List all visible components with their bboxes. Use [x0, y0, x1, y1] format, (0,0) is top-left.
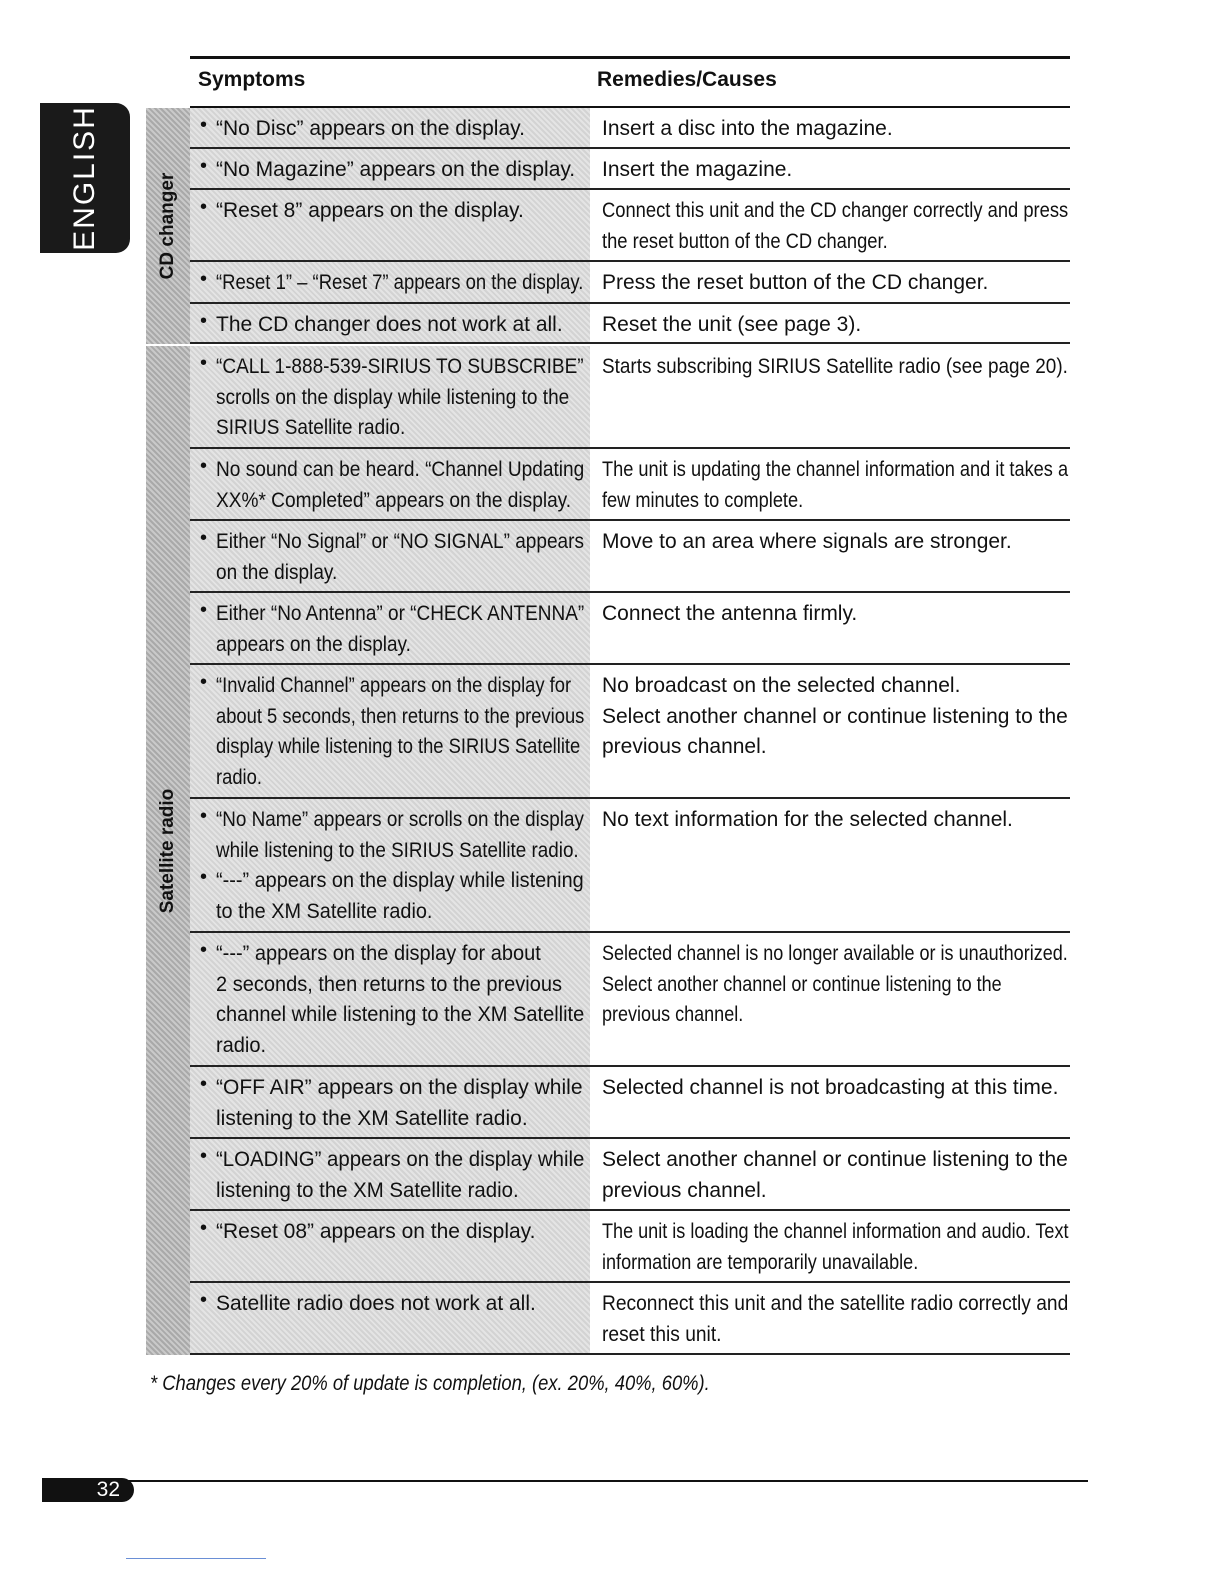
remedy-line: The unit is updating the channel information and it takes a	[602, 458, 1069, 481]
symptom-line: radio.	[216, 1033, 267, 1057]
table-row	[190, 346, 1070, 449]
section-label-text: Satellite radio	[157, 788, 178, 913]
remedy-line: No broadcast on the selected channel.	[602, 674, 961, 697]
symptom-cell	[190, 933, 590, 1065]
remedy-line: Insert the magazine.	[602, 158, 793, 181]
bullet-icon: •	[200, 805, 208, 827]
symptom-line: on the display.	[216, 560, 338, 584]
remedies-header: Remedies/Causes	[597, 68, 777, 91]
remedy-cell	[598, 149, 1070, 188]
remedy-cell	[598, 665, 1070, 797]
bullet-icon: •	[200, 155, 208, 177]
bullet-icon: •	[200, 1073, 208, 1095]
symptom-cell	[190, 1139, 590, 1209]
bullet-icon: •	[200, 196, 208, 218]
table-row	[190, 108, 1070, 149]
table-row	[190, 449, 1070, 521]
symptom-line: Satellite radio does not work at all.	[216, 1292, 536, 1315]
remedy-line: Press the reset button of the CD changer.	[602, 271, 989, 294]
remedy-cell	[598, 521, 1070, 591]
bullet-icon: •	[200, 671, 208, 693]
bullet-icon: •	[200, 268, 208, 290]
table-row	[190, 799, 1070, 933]
table-row	[190, 149, 1070, 190]
symptom-line: listening to the XM Satellite radio.	[216, 1178, 519, 1202]
bullet-icon: •	[200, 1217, 208, 1239]
section-cd-changer	[146, 108, 1070, 344]
remedy-cell	[598, 933, 1070, 1065]
symptom-cell	[190, 304, 590, 342]
symptom-line: display while listening to the SIRIUS Satellite	[216, 735, 581, 758]
footnote: * Changes every 20% of update is completion, (ex. 20%, 40%, 60%).	[150, 1372, 710, 1395]
symptom-line: “No Disc” appears on the display.	[216, 117, 525, 140]
symptom-line: appears on the display.	[216, 632, 411, 656]
table-row	[190, 304, 1070, 344]
symptom-line: Either “No Signal” or “NO SIGNAL” appears	[216, 530, 584, 553]
remedy-line: Selected channel is no longer available or is unauthorized.	[602, 942, 1068, 965]
remedy-line: Select another channel or continue listening to the	[602, 1148, 1068, 1171]
symptom-line: Either “No Antenna” or “CHECK ANTENNA”	[216, 602, 585, 625]
symptom-line: “OFF AIR” appears on the display while	[216, 1076, 583, 1099]
symptom-line: “No Name” appears or scrolls on the display	[216, 808, 584, 831]
remedy-line: previous channel.	[602, 735, 767, 758]
symptom-line: “---” appears on the display while listening	[216, 869, 584, 892]
bullet-icon: •	[200, 599, 208, 621]
bullet-icon: •	[200, 352, 208, 374]
remedy-line: information are temporarily unavailable.	[602, 1250, 919, 1274]
symptom-cell	[190, 1283, 590, 1353]
remedy-cell	[598, 346, 1070, 447]
remedy-line: No text information for the selected channel.	[602, 808, 1013, 831]
remedy-cell	[598, 304, 1070, 342]
bullet-icon: •	[200, 1145, 208, 1167]
symptom-cell	[190, 1211, 590, 1281]
bullet-icon: •	[200, 939, 208, 961]
symptom-cell	[190, 262, 590, 302]
symptom-line: “Invalid Channel” appears on the display for	[216, 674, 572, 697]
symptom-cell	[190, 190, 590, 260]
symptom-line: listening to the XM Satellite radio.	[216, 1106, 528, 1130]
table-row	[190, 1139, 1070, 1211]
symptom-line: “Reset 08” appears on the display.	[216, 1220, 536, 1243]
remedy-cell	[598, 1211, 1070, 1281]
bullet-icon: •	[200, 527, 208, 549]
table-row	[190, 1067, 1070, 1139]
symptom-line: The CD changer does not work at all.	[216, 313, 563, 336]
symptom-line: about 5 seconds, then returns to the previous	[216, 704, 585, 728]
remedy-cell	[598, 1283, 1070, 1353]
symptom-line: SIRIUS Satellite radio.	[216, 416, 406, 439]
remedy-cell	[598, 449, 1070, 519]
bullet-icon: •	[200, 866, 208, 888]
symptom-line: to the XM Satellite radio.	[216, 899, 433, 923]
symptom-cell	[190, 1067, 590, 1137]
table-row	[190, 593, 1070, 665]
remedy-line: Select another channel or continue listening to the	[602, 972, 1002, 996]
symptom-cell	[190, 799, 590, 931]
symptom-cell	[190, 521, 590, 591]
symptom-line: “Reset 8” appears on the display.	[216, 199, 524, 222]
bullet-icon: •	[200, 310, 208, 332]
remedy-line: Reconnect this unit and the satellite radio correctly and	[602, 1292, 1069, 1315]
remedy-line: Selected channel is not broadcasting at this time.	[602, 1076, 1059, 1099]
table-row	[190, 1211, 1070, 1283]
symptom-cell	[190, 108, 590, 147]
remedy-line: Starts subscribing SIRIUS Satellite radio (see page 20).	[602, 355, 1068, 378]
table-row	[190, 665, 1070, 799]
remedy-cell	[598, 108, 1070, 147]
section-label-text: CD changer	[157, 172, 178, 280]
table-row	[190, 1283, 1070, 1355]
symptom-line: 2 seconds, then returns to the previous	[216, 972, 562, 996]
remedy-line: The unit is loading the channel information and audio. Text	[602, 1220, 1069, 1243]
section-label	[146, 346, 190, 1355]
top-rule	[190, 56, 1070, 59]
bullet-icon: •	[200, 1289, 208, 1311]
symptom-cell	[190, 449, 590, 519]
remedy-line: Connect this unit and the CD changer correctly and press	[602, 199, 1069, 222]
language-tab-label: ENGLISH	[68, 105, 101, 251]
remedy-line: Insert a disc into the magazine.	[602, 117, 893, 140]
symptom-line: “No Magazine” appears on the display.	[216, 158, 576, 181]
remedy-line: previous channel.	[602, 1178, 767, 1202]
table-row	[190, 262, 1070, 304]
table-row	[190, 521, 1070, 593]
language-tab	[40, 103, 130, 253]
remedy-line: previous channel.	[602, 1003, 744, 1026]
symptom-cell	[190, 593, 590, 663]
remedy-line: Select another channel or continue listening to the	[602, 704, 1068, 728]
section-label	[146, 108, 190, 344]
remedy-line: the reset button of the CD changer.	[602, 229, 888, 253]
remedy-line: Connect the antenna firmly.	[602, 602, 858, 625]
remedy-cell	[598, 593, 1070, 663]
decorative-line	[126, 1558, 266, 1559]
symptom-cell	[190, 665, 590, 797]
symptom-line: while listening to the SIRIUS Satellite radio.	[216, 838, 579, 862]
symptom-cell	[190, 149, 590, 188]
bullet-icon: •	[200, 455, 208, 477]
remedy-line: reset this unit.	[602, 1322, 722, 1346]
symptom-cell	[190, 346, 590, 447]
table-row	[190, 933, 1070, 1067]
remedy-line: Move to an area where signals are stronger.	[602, 530, 1012, 553]
symptom-line: “CALL 1-888-539-SIRIUS TO SUBSCRIBE”	[216, 355, 584, 378]
remedy-cell	[598, 1067, 1070, 1137]
symptoms-header: Symptoms	[198, 68, 306, 91]
symptom-line: “---” appears on the display for about	[216, 942, 541, 965]
symptom-line: “Reset 1” – “Reset 7” appears on the display.	[216, 271, 584, 294]
symptom-line: scrolls on the display while listening to the	[216, 385, 570, 409]
bottom-rule	[120, 1480, 1088, 1482]
remedy-cell	[598, 799, 1070, 931]
table-row	[190, 190, 1070, 262]
symptom-line: channel while listening to the XM Satellite	[216, 1003, 585, 1026]
section-satellite-radio	[146, 346, 1070, 1355]
bullet-icon: •	[200, 114, 208, 136]
symptom-line: radio.	[216, 765, 262, 789]
remedy-cell	[598, 262, 1070, 302]
remedy-cell	[598, 1139, 1070, 1209]
page-number: 32	[42, 1478, 134, 1502]
remedy-line: few minutes to complete.	[602, 488, 804, 512]
symptom-line: No sound can be heard. “Channel Updating	[216, 458, 585, 481]
symptom-line: XX%* Completed” appears on the display.	[216, 488, 572, 512]
remedy-line: Reset the unit (see page 3).	[602, 313, 862, 336]
symptom-line: “LOADING” appears on the display while	[216, 1148, 585, 1171]
remedy-cell	[598, 190, 1070, 260]
